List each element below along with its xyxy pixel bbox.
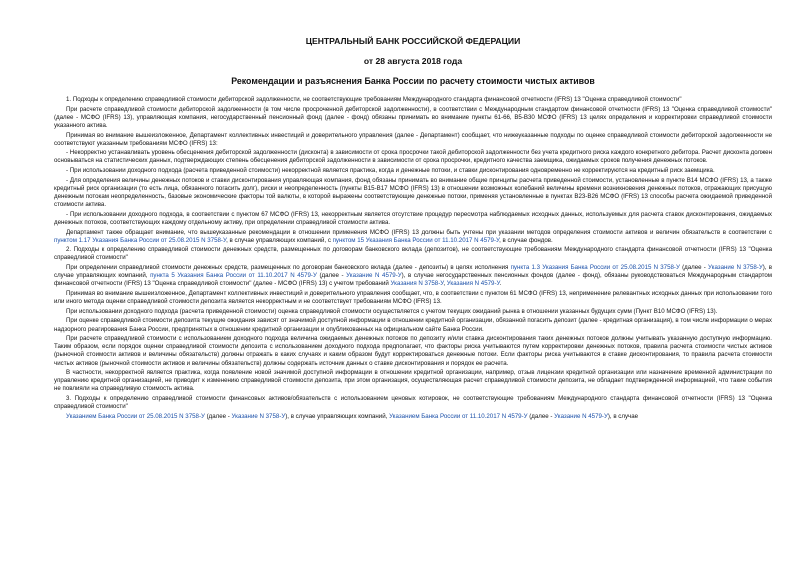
paragraph bbox=[54, 229, 772, 245]
regulation-link[interactable]: пункта 1.3 Указания Банка России от 25.08.2015 N 3758-У bbox=[510, 264, 680, 272]
paragraph: При использовании доходного подхода (расчета приведенной стоимости) оценка справедливой стоимости осуществляется с учетом текущих ожиданий рынка в отношении указанных будущих сумм (Пункт B10 МСФО (IFRS) 13). bbox=[66, 307, 718, 315]
text: , bbox=[443, 280, 447, 288]
regulation-link[interactable]: пунктом 1.17 Указания Банка России от 25.08.2015 N 3758-У bbox=[54, 236, 227, 244]
regulation-link[interactable]: Указание N 4579-У bbox=[346, 272, 402, 280]
paragraph: В частности, некорректной является практика, когда появление новой значимой доступной информации в отношении кредитной организации, например, отзыв лицензии кредитной организации или назначение временной администрации по управлению кредитной организацией, не приводит к изменению справедливой стоимости депозита, при этом организация, осуществляющая расчет справедливой стоимости депозита, не обладает подтвержденной информацией, что такие события не повлияли на справедливую стоимость актива. bbox=[54, 369, 772, 393]
text: ), в случае управляющих компаний, bbox=[285, 412, 390, 420]
text: При определении справедливой стоимости денежных средств, размещенных по договорам банковского вклада (далее - депозиты) в целях исполнения bbox=[66, 264, 511, 272]
text: ), в случае негосударственных пенсионных фондов (далее - фонд), обязаны руководствоваться Международным стандартом финансовой отчетности (IFRS) 13 "Оценка справедливой стоимости" (далее - МСФО (IFRS) 13) с учетом требований bbox=[54, 272, 773, 288]
regulation-link[interactable]: Указание N 4579-У bbox=[554, 412, 608, 420]
text: (далее - bbox=[527, 412, 555, 420]
regulation-link[interactable]: Указание N 3758-У bbox=[708, 264, 763, 272]
text: (далее - bbox=[204, 412, 232, 420]
regulation-link[interactable]: пункта 5 Указания Банка России от 11.10.2017 N 4579-У bbox=[150, 272, 317, 280]
paragraph bbox=[54, 413, 772, 421]
paragraph bbox=[54, 264, 772, 288]
text: . bbox=[499, 280, 502, 288]
regulation-link[interactable]: пунктом 15 Указания Банка России от 11.10.2017 N 4579-У bbox=[332, 236, 500, 244]
paragraph: Принимая во внимание вышеизложенное, Департамент коллективных инвестиций и доверительного управления сообщает, что, в соответствии с пунктом 61 МСФО (IFRS) 13, неприменение релевантных исходных данных при использовании того или иного метода оценки справедливой стоимости депозита является некорректным и не соответствует требованиям МСФО (IFRS) 13. bbox=[54, 290, 772, 306]
section-1-heading: 1. Подходы к определению справедливой стоимости дебиторской задолженности, не соответствующие требованиям Международного стандарта финансовой отчетности (IFRS) 13 "Оценка справедливой стоимости" bbox=[66, 96, 682, 103]
text: (далее - bbox=[316, 272, 347, 280]
paragraph: Принимая во внимание вышеизложенное, Департамент коллективных инвестиций и доверительного управления (далее - Департамент) сообщает, что нижеуказанные подходы по оценке справедливой стоимости дебиторской задолженности не соответствуют указанным требованиям МСФО (IFRS) 13: bbox=[54, 131, 772, 147]
regulation-link[interactable]: Указания N 3758-У bbox=[390, 280, 444, 288]
regulation-link[interactable]: Указанием Банка России от 11.10.2017 N 4579-У bbox=[389, 412, 528, 420]
document-date: от 28 августа 2018 года bbox=[363, 56, 463, 66]
section-2-heading: 2. Подходы к определению справедливой стоимости денежных средств, размещенных по договорам банковского вклада (депозитов), не соответствующие требованиям Международного стандарта финансовой отчетности (IFRS) 13 "Оценка справедливой стоимости" bbox=[54, 246, 772, 262]
document-title: Рекомендации и разъяснения Банка России по расчету стоимости чистых активов bbox=[231, 76, 595, 86]
text: ), в случае управляющих компаний, bbox=[54, 264, 772, 280]
list-item: - Для определения величины денежных потоков и ставки дисконтирования управляющая компания, фонд обязаны принимать во внимание общие принципы расчета приведенной стоимости, установленные в пункте B14 МСФО (IFRS) 13, а также кредитный риск организации (то есть лица, обязанного погасить долг), риски и неопределенность (пункты B15-B17 МСФО (IFRS) 13) в отношении возможных колебаний величины времени возникновения денежных потоков, отражающих присущую денежным потокам неопределенность, базовые экономические факторы той валюты, в которой выражены соответствующие денежные потоки, применяя установленные в пунктах B23-B26 МСФО (IFRS) 13 способы расчета ожидаемой приведенной стоимости актива. bbox=[54, 176, 772, 209]
list-item: - Некорректно устанавливать уровень обесценения дебиторской задолженности (дисконта) в зависимости от срока просрочки такой дебиторской задолженности без учета кредитного риска каждого конкретного дебитора. Расчет дисконта должен основываться на статистических данных, подтверждающих степень обесценения дебиторской задолженности в зависимости от срока просрочки, кредитного качества заемщика, ожидаемых сроков получения денежных потоков. bbox=[54, 149, 772, 165]
text: Департамент также обращает внимание, что вышеуказанные рекомендации в отношении применения МСФО (IFRS) 13 должны быть учтены при указании методов определения стоимости активов и величин обязательств в соответствии с bbox=[66, 228, 772, 236]
paragraph: При оценке справедливой стоимости депозита текущие ожидания зависят от значимой доступной информации в отношении кредитной организации, обязанной погасить депозит (далее - кредитная организация), в том числе информации о мерах надзорного реагирования Банка России, предпринятых в отношении кредитной организации и опубликованных на официальном сайте Банка России. bbox=[54, 317, 772, 333]
text: , в случае управляющих компаний, с bbox=[226, 236, 333, 244]
document-page bbox=[54, 36, 772, 423]
text: (далее - bbox=[679, 264, 709, 272]
paragraph: При расчете справедливой стоимости с использованием доходного подхода величина ожидаемых денежных потоков по депозиту и/или ставка дисконтирования таких денежных потоков должны учитывать указанную доступную информацию. Таким образом, если порядок оценки справедливой стоимости депозита с использованием доходного подхода предполагает, что факторы риска учитываются путем корректировки денежных потоков, правила расчета стоимости чистых активов (рыночной стоимости активов и величины обязательств) должны отражать в каких случаях и каким образом будут корректироваться денежные потоки. Если факторы риска учитываются в ставке дисконтирования, то правила расчета стоимости чистых активов (рыночной стоимости активов и величины обязательств) должны содержать источник данных о ставке дисконтирования и порядок ее расчета. bbox=[54, 335, 772, 367]
organization-heading: ЦЕНТРАЛЬНЫЙ БАНК РОССИЙСКОЙ ФЕДЕРАЦИИ bbox=[305, 36, 521, 46]
regulation-link[interactable]: Указанием Банка России от 25.08.2015 N 3758-У bbox=[66, 412, 205, 420]
text: ), в случае bbox=[607, 412, 639, 420]
section-3-heading: 3. Подходы к определению справедливой стоимости финансовых активов/обязательств с использованием ценовых котировок, не соответствующие требованиям Международного стандарта финансовой отчетности (IFRS) 13 "Оценка справедливой стоимости" bbox=[54, 395, 772, 411]
text: , в случае фондов. bbox=[499, 236, 553, 244]
paragraph: При расчете справедливой стоимости дебиторской задолженности (в том числе просроченной дебиторской задолженности), в соответствии с Международным стандартом финансовой отчетности (IFRS) 13 "Оценка справедливой стоимости" (далее - МСФО (IFRS) 13), управляющая компания, негосударственный пенсионный фонд (далее - фонд) обязаны принимать во внимание пункты 61-66, B5-B30 МСФО (IFRS) 13 целях определения и корректировки справедливой стоимости указанного актива. bbox=[54, 105, 772, 129]
list-item: - При использовании доходного подхода (расчета приведенной стоимости) некорректной является практика, когда и денежные потоки, и ставки дисконтирования одновременно не корректируются на кредитный риск заемщика. bbox=[66, 167, 715, 175]
list-item: - При использовании доходного подхода, в соответствии с пунктом 67 МСФО (IFRS) 13, некорректным является отсутствие процедур пересмотра наблюдаемых исходных данных, используемых для расчета ставок дисконтирования, ожидаемых денежных потоков, соответствующих каждому отдельному активу, при определении справедливой стоимости актива. bbox=[54, 210, 772, 226]
regulation-link[interactable]: Указание N 3758-У bbox=[231, 412, 286, 420]
regulation-link[interactable]: Указания N 4579-У bbox=[446, 280, 500, 288]
